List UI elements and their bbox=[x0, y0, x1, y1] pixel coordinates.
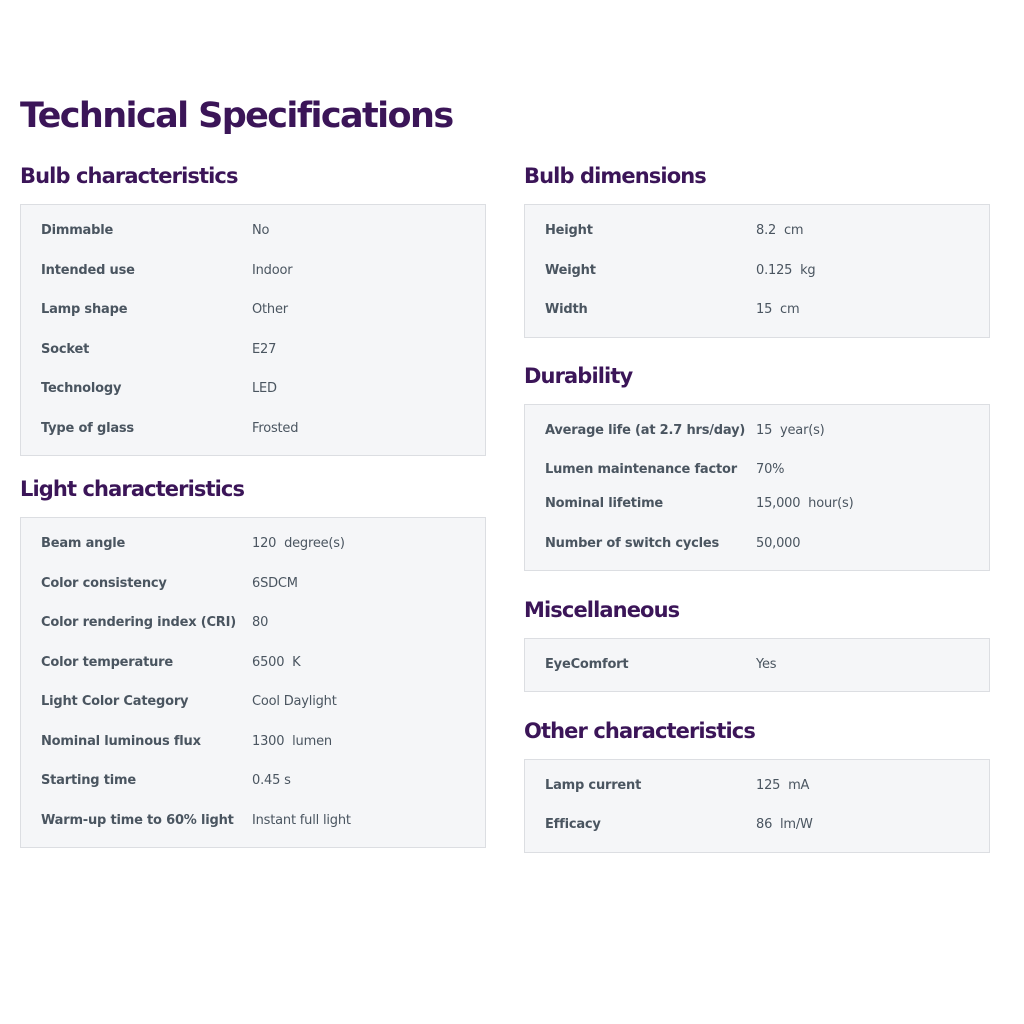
spec-value: 70% bbox=[756, 462, 785, 477]
spec-label: Average life (at 2.7 hrs/day) bbox=[545, 423, 746, 438]
spec-label: Color rendering index (CRI) bbox=[41, 615, 236, 630]
spec-label: Color temperature bbox=[41, 655, 173, 670]
spec-value: Frosted bbox=[252, 421, 299, 436]
spec-value: No bbox=[252, 223, 270, 238]
spec-value: 120 degree(s) bbox=[252, 536, 345, 551]
spec-value: 15,000 hour(s) bbox=[756, 496, 854, 511]
spec-table bbox=[524, 204, 990, 338]
spec-row bbox=[21, 221, 485, 241]
spec-row bbox=[21, 653, 485, 673]
spec-label: Light Color Category bbox=[41, 694, 189, 709]
spec-row bbox=[525, 221, 989, 241]
section-title: Miscellaneous bbox=[524, 598, 680, 622]
spec-label: Lamp shape bbox=[41, 302, 128, 317]
spec-value: LED bbox=[252, 381, 277, 396]
spec-label: Warm-up time to 60% light bbox=[41, 813, 234, 828]
spec-label: Height bbox=[545, 223, 593, 238]
spec-value: Other bbox=[252, 302, 288, 317]
spec-label: Technology bbox=[41, 381, 122, 396]
spec-value: 6500 K bbox=[252, 655, 301, 670]
spec-value: 15 cm bbox=[756, 302, 800, 317]
spec-row bbox=[21, 732, 485, 752]
spec-row bbox=[21, 340, 485, 360]
spec-label: Number of switch cycles bbox=[545, 536, 720, 551]
spec-label: Type of glass bbox=[41, 421, 134, 436]
spec-label: Width bbox=[545, 302, 588, 317]
spec-table bbox=[20, 204, 486, 456]
spec-label: Dimmable bbox=[41, 223, 114, 238]
spec-label: Intended use bbox=[41, 263, 135, 278]
spec-table bbox=[524, 759, 990, 853]
spec-value: 50,000 bbox=[756, 536, 801, 551]
spec-value: 8.2 cm bbox=[756, 223, 804, 238]
section-title: Bulb dimensions bbox=[524, 164, 706, 188]
spec-value: E27 bbox=[252, 342, 277, 357]
spec-row bbox=[525, 494, 989, 514]
spec-row bbox=[21, 300, 485, 320]
spec-row bbox=[525, 460, 989, 480]
spec-value: 0.125 kg bbox=[756, 263, 816, 278]
spec-row bbox=[21, 771, 485, 791]
page-title: Technical Specifications bbox=[20, 96, 453, 136]
spec-label: Starting time bbox=[41, 773, 136, 788]
section-title: Bulb characteristics bbox=[20, 164, 238, 188]
spec-row bbox=[525, 534, 989, 554]
spec-row bbox=[525, 655, 989, 675]
spec-row bbox=[525, 776, 989, 796]
spec-label: EyeComfort bbox=[545, 657, 629, 672]
spec-table bbox=[524, 404, 990, 571]
spec-label: Socket bbox=[41, 342, 90, 357]
spec-row bbox=[21, 261, 485, 281]
spec-row bbox=[525, 261, 989, 281]
spec-row bbox=[21, 379, 485, 399]
spec-table bbox=[524, 638, 990, 692]
spec-value: 1300 lumen bbox=[252, 734, 332, 749]
spec-value: 86 lm/W bbox=[756, 817, 813, 832]
section-title: Other characteristics bbox=[524, 719, 755, 743]
spec-label: Lamp current bbox=[545, 778, 642, 793]
spec-value: 6SDCM bbox=[252, 576, 298, 591]
spec-row bbox=[21, 692, 485, 712]
spec-row bbox=[21, 534, 485, 554]
spec-label: Nominal lifetime bbox=[545, 496, 664, 511]
spec-row bbox=[525, 300, 989, 320]
spec-value: 15 year(s) bbox=[756, 423, 825, 438]
spec-value: 125 mA bbox=[756, 778, 810, 793]
spec-value: Indoor bbox=[252, 263, 293, 278]
spec-label: Color consistency bbox=[41, 576, 167, 591]
spec-label: Weight bbox=[545, 263, 596, 278]
spec-row bbox=[21, 574, 485, 594]
spec-row bbox=[21, 613, 485, 633]
spec-row bbox=[525, 815, 989, 835]
spec-value: Instant full light bbox=[252, 813, 351, 828]
spec-value: 80 bbox=[252, 615, 269, 630]
section-title: Durability bbox=[524, 364, 633, 388]
spec-value: 0.45 s bbox=[252, 773, 291, 788]
spec-value: Cool Daylight bbox=[252, 694, 337, 709]
spec-table bbox=[20, 517, 486, 848]
spec-row bbox=[21, 419, 485, 439]
spec-label: Nominal luminous flux bbox=[41, 734, 201, 749]
spec-label: Efficacy bbox=[545, 817, 601, 832]
spec-label: Lumen maintenance factor bbox=[545, 462, 737, 477]
section-title: Light characteristics bbox=[20, 477, 245, 501]
spec-label: Beam angle bbox=[41, 536, 126, 551]
spec-value: Yes bbox=[756, 657, 777, 672]
spec-row bbox=[525, 421, 989, 441]
spec-row bbox=[21, 811, 485, 831]
